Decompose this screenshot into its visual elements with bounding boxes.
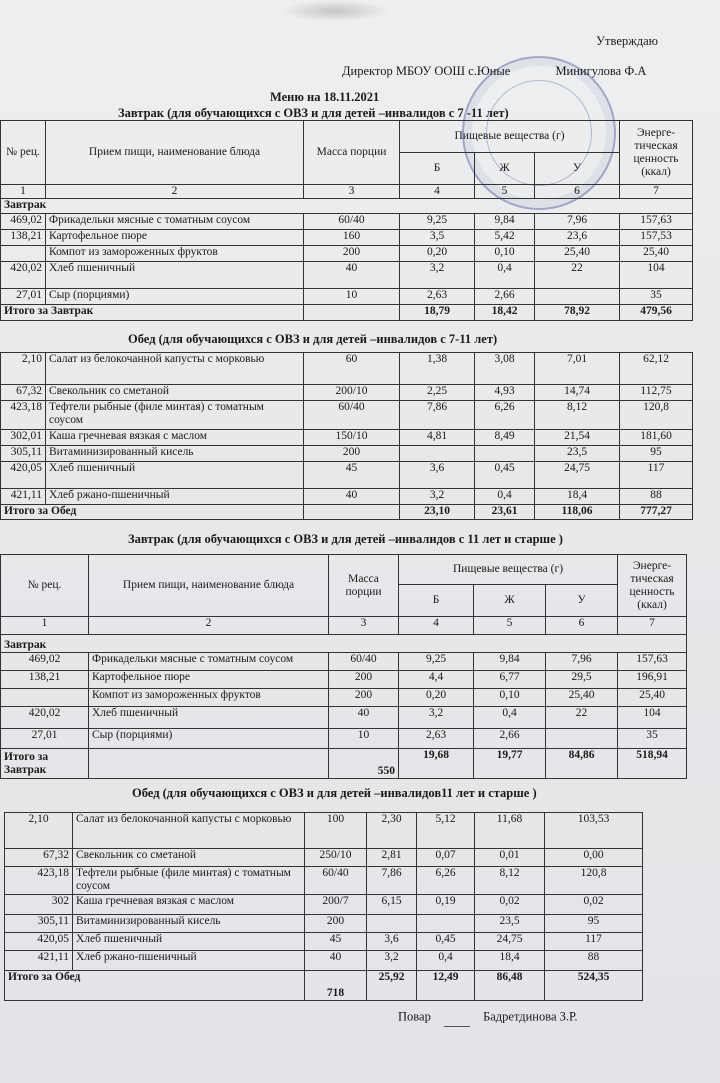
dish-mass: 150/10 bbox=[304, 430, 400, 446]
total-kcal: 479,56 bbox=[620, 305, 693, 321]
dish-b bbox=[400, 446, 475, 462]
director-name: Минигулова Ф.А bbox=[555, 64, 647, 78]
meal-label: Завтрак bbox=[1, 635, 687, 653]
dish-b: 7,86 bbox=[367, 867, 417, 895]
table-row bbox=[1, 671, 687, 689]
total-b: 23,10 bbox=[400, 505, 475, 520]
director-title: Директор МБОУ ООШ с.Юные bbox=[342, 64, 511, 78]
dish-name: Фрикадельки мясные с томатным соусом bbox=[46, 214, 304, 230]
dish-u: 8,12 bbox=[475, 867, 545, 895]
dish-kcal: 117 bbox=[620, 462, 693, 489]
total-spacer bbox=[89, 749, 329, 779]
dish-name: Картофельное пюре bbox=[46, 230, 304, 246]
dish-num: 423,18 bbox=[5, 867, 73, 895]
dish-u: 21,54 bbox=[535, 430, 620, 446]
section-title-breakfast-7-11: Завтрак (для обучающихся с ОВЗ и для детей –инвалидов с 7 -11 лет) bbox=[118, 106, 509, 120]
dish-u: 29,5 bbox=[546, 671, 618, 689]
dish-u: 18,4 bbox=[475, 951, 545, 971]
idx-cell: 1 bbox=[1, 617, 89, 635]
idx-cell: 6 bbox=[535, 185, 620, 199]
table-breakfast-11 bbox=[0, 554, 687, 779]
dish-name: Свекольник со сметаной bbox=[46, 385, 304, 401]
total-mass: 550 bbox=[329, 749, 399, 779]
dish-kcal: 88 bbox=[620, 489, 693, 505]
total-label: Итого за Обед bbox=[1, 505, 304, 520]
column-index-row bbox=[1, 617, 687, 635]
table-row bbox=[1, 246, 693, 262]
idx-cell: 5 bbox=[474, 617, 546, 635]
dish-zh: 0,10 bbox=[475, 246, 535, 262]
dish-zh: 0,4 bbox=[475, 489, 535, 505]
dish-kcal: 196,91 bbox=[618, 671, 687, 689]
dish-b: 2,25 bbox=[400, 385, 475, 401]
dish-zh bbox=[417, 915, 475, 933]
dish-mass: 200 bbox=[304, 446, 400, 462]
dish-b: 0,20 bbox=[399, 689, 474, 707]
dish-b: 7,86 bbox=[400, 401, 475, 430]
dish-name: Каша гречневая вязкая с маслом bbox=[73, 895, 305, 915]
dish-num: 138,21 bbox=[1, 671, 89, 689]
col-zh-header: Ж bbox=[474, 585, 546, 617]
dish-num: 420,02 bbox=[1, 262, 46, 289]
total-label: Итого за Завтрак bbox=[1, 305, 304, 321]
col-u-header: У bbox=[546, 585, 618, 617]
dish-name: Картофельное пюре bbox=[89, 671, 329, 689]
dish-name: Сыр (порциями) bbox=[89, 729, 329, 749]
dish-mass: 40 bbox=[329, 707, 399, 729]
dish-zh: 6,26 bbox=[417, 867, 475, 895]
dish-kcal: 157,63 bbox=[618, 653, 687, 671]
col-energy-header: Энерге-тическая ценность (ккал) bbox=[620, 121, 693, 185]
dish-b: 3,2 bbox=[400, 489, 475, 505]
col-b-header: Б bbox=[399, 585, 474, 617]
dish-zh: 4,93 bbox=[475, 385, 535, 401]
dish-kcal: 181,60 bbox=[620, 430, 693, 446]
table-row bbox=[5, 951, 643, 971]
dish-zh: 2,66 bbox=[474, 729, 546, 749]
dish-u bbox=[546, 729, 618, 749]
col-u-header: У bbox=[535, 153, 620, 185]
table-row bbox=[5, 915, 643, 933]
total-zh: 18,42 bbox=[475, 305, 535, 321]
total-label: Итого за Обед bbox=[5, 971, 305, 1001]
dish-mass: 60/40 bbox=[329, 653, 399, 671]
dish-u: 11,68 bbox=[475, 813, 545, 849]
section-title-lunch-11: Обед (для обучающихся с ОВЗ и для детей –инвалидов11 лет и старше ) bbox=[132, 786, 537, 800]
dish-u: 7,96 bbox=[546, 653, 618, 671]
idx-cell: 1 bbox=[1, 185, 46, 199]
dish-b: 3,6 bbox=[367, 933, 417, 951]
dish-name: Тефтели рыбные (филе минтая) с томатным соусом bbox=[73, 867, 305, 895]
dish-zh: 6,77 bbox=[474, 671, 546, 689]
dish-mass: 40 bbox=[305, 951, 367, 971]
dish-num: 2,10 bbox=[1, 353, 46, 385]
dish-kcal: 95 bbox=[620, 446, 693, 462]
idx-cell: 7 bbox=[618, 617, 687, 635]
dish-zh: 0,4 bbox=[474, 707, 546, 729]
dish-num: 305,11 bbox=[5, 915, 73, 933]
dish-kcal: 157,63 bbox=[620, 214, 693, 230]
dish-b bbox=[367, 915, 417, 933]
dish-u: 24,75 bbox=[475, 933, 545, 951]
director-line bbox=[342, 64, 646, 79]
dish-zh: 3,08 bbox=[475, 353, 535, 385]
dish-mass: 100 bbox=[305, 813, 367, 849]
dish-num: 138,21 bbox=[1, 230, 46, 246]
table-row bbox=[1, 262, 693, 289]
dish-name: Хлеб пшеничный bbox=[89, 707, 329, 729]
total-zh: 19,77 bbox=[474, 749, 546, 779]
dish-name: Салат из белокочанной капусты с морковью bbox=[73, 813, 305, 849]
dish-zh: 0,4 bbox=[475, 262, 535, 289]
table-row bbox=[5, 933, 643, 951]
dish-num: 67,32 bbox=[1, 385, 46, 401]
total-label: Итого за Завтрак bbox=[1, 749, 89, 779]
dish-kcal: 117 bbox=[545, 933, 643, 951]
col-b-header: Б bbox=[400, 153, 475, 185]
total-kcal: 524,35 bbox=[545, 971, 643, 1001]
col-mass-header: Масса порции bbox=[329, 555, 399, 617]
col-name-header: Прием пищи, наименование блюда bbox=[46, 121, 304, 185]
total-kcal: 777,27 bbox=[620, 505, 693, 520]
dish-mass: 10 bbox=[329, 729, 399, 749]
total-u: 86,48 bbox=[475, 971, 545, 1001]
dish-mass: 60/40 bbox=[305, 867, 367, 895]
dish-kcal: 62,12 bbox=[620, 353, 693, 385]
table-row bbox=[1, 462, 693, 489]
dish-b: 9,25 bbox=[399, 653, 474, 671]
dish-mass: 200 bbox=[329, 671, 399, 689]
dish-u: 24,75 bbox=[535, 462, 620, 489]
dish-num: 305,11 bbox=[1, 446, 46, 462]
table-row bbox=[1, 653, 687, 671]
dish-name: Фрикадельки мясные с томатным соусом bbox=[89, 653, 329, 671]
dish-u: 25,40 bbox=[546, 689, 618, 707]
dish-b: 3,6 bbox=[400, 462, 475, 489]
table-row bbox=[1, 230, 693, 246]
dish-kcal: 25,40 bbox=[618, 689, 687, 707]
dish-name: Витаминизированный кисель bbox=[46, 446, 304, 462]
dish-num: 302 bbox=[5, 895, 73, 915]
dish-num: 67,32 bbox=[5, 849, 73, 867]
dish-mass: 200/10 bbox=[304, 385, 400, 401]
dish-name: Хлеб пшеничный bbox=[46, 462, 304, 489]
dish-u: 22 bbox=[546, 707, 618, 729]
total-b: 18,79 bbox=[400, 305, 475, 321]
dish-name: Компот из замороженных фруктов bbox=[46, 246, 304, 262]
dish-b: 1,38 bbox=[400, 353, 475, 385]
section-title-lunch-7-11: Обед (для обучающихся с ОВЗ и для детей –инвалидов с 7-11 лет) bbox=[128, 332, 498, 346]
total-b: 25,92 bbox=[367, 971, 417, 1001]
table-row bbox=[5, 867, 643, 895]
column-index-row bbox=[1, 185, 693, 199]
menu-date: Меню на 18.11.2021 bbox=[270, 90, 380, 104]
dish-name: Хлеб ржано-пшеничный bbox=[73, 951, 305, 971]
total-kcal: 518,94 bbox=[618, 749, 687, 779]
dish-zh: 9,84 bbox=[474, 653, 546, 671]
dish-u: 25,40 bbox=[535, 246, 620, 262]
table-row bbox=[1, 353, 693, 385]
dish-b: 4,81 bbox=[400, 430, 475, 446]
dish-u: 0,01 bbox=[475, 849, 545, 867]
dish-num: 420,02 bbox=[1, 707, 89, 729]
idx-cell: 2 bbox=[46, 185, 304, 199]
idx-cell: 2 bbox=[89, 617, 329, 635]
dish-mass: 60/40 bbox=[304, 214, 400, 230]
dish-mass: 40 bbox=[304, 489, 400, 505]
col-num-header: № рец. bbox=[1, 121, 46, 185]
dish-kcal: 35 bbox=[618, 729, 687, 749]
dish-u: 23,6 bbox=[535, 230, 620, 246]
dish-zh: 0,45 bbox=[475, 462, 535, 489]
table-row bbox=[5, 895, 643, 915]
dish-zh: 5,42 bbox=[475, 230, 535, 246]
dish-kcal: 88 bbox=[545, 951, 643, 971]
table-row bbox=[1, 401, 693, 430]
total-zh: 12,49 bbox=[417, 971, 475, 1001]
table-row bbox=[1, 489, 693, 505]
dish-kcal: 120,8 bbox=[545, 867, 643, 895]
total-row bbox=[1, 505, 693, 520]
total-row bbox=[1, 305, 693, 321]
col-nutrients-header: Пищевые вещества (г) bbox=[400, 121, 620, 153]
dish-b: 2,81 bbox=[367, 849, 417, 867]
dish-b: 3,2 bbox=[367, 951, 417, 971]
total-u: 78,92 bbox=[535, 305, 620, 321]
dish-b: 0,20 bbox=[400, 246, 475, 262]
dish-name: Витаминизированный кисель bbox=[73, 915, 305, 933]
dish-mass: 60 bbox=[304, 353, 400, 385]
dish-mass: 250/10 bbox=[305, 849, 367, 867]
table-row bbox=[1, 707, 687, 729]
dish-num: 421,11 bbox=[1, 489, 46, 505]
dish-b: 2,63 bbox=[399, 729, 474, 749]
dish-u: 18,4 bbox=[535, 489, 620, 505]
col-nutrients-header: Пищевые вещества (г) bbox=[399, 555, 618, 585]
approve-label: Утверждаю bbox=[596, 34, 658, 48]
dish-num: 469,02 bbox=[1, 653, 89, 671]
idx-cell: 4 bbox=[400, 185, 475, 199]
total-mass bbox=[304, 505, 400, 520]
dish-b: 3,5 bbox=[400, 230, 475, 246]
dish-kcal: 35 bbox=[620, 289, 693, 305]
dish-mass: 160 bbox=[304, 230, 400, 246]
dish-kcal: 104 bbox=[618, 707, 687, 729]
signature-mark bbox=[444, 1008, 470, 1027]
dish-name: Тефтели рыбные (филе минтая) с томатным соусом bbox=[46, 401, 304, 430]
dish-mass: 200 bbox=[304, 246, 400, 262]
dish-name: Хлеб пшеничный bbox=[46, 262, 304, 289]
idx-cell: 3 bbox=[329, 617, 399, 635]
dish-u: 0,02 bbox=[475, 895, 545, 915]
dish-kcal: 104 bbox=[620, 262, 693, 289]
dish-num bbox=[1, 246, 46, 262]
table-row bbox=[1, 689, 687, 707]
total-mass bbox=[304, 305, 400, 321]
cook-label: Повар bbox=[398, 1009, 431, 1024]
dish-u: 14,74 bbox=[535, 385, 620, 401]
dish-kcal: 0,02 bbox=[545, 895, 643, 915]
idx-cell: 5 bbox=[475, 185, 535, 199]
dish-zh: 2,66 bbox=[475, 289, 535, 305]
dish-b: 9,25 bbox=[400, 214, 475, 230]
table-row bbox=[1, 729, 687, 749]
idx-cell: 3 bbox=[304, 185, 400, 199]
cook-signature-line bbox=[398, 1008, 578, 1027]
stamp-smudge bbox=[280, 0, 390, 22]
dish-b: 6,15 bbox=[367, 895, 417, 915]
dish-mass: 40 bbox=[304, 262, 400, 289]
dish-zh: 6,26 bbox=[475, 401, 535, 430]
idx-cell: 4 bbox=[399, 617, 474, 635]
dish-num: 2,10 bbox=[5, 813, 73, 849]
total-u: 84,86 bbox=[546, 749, 618, 779]
dish-kcal: 112,75 bbox=[620, 385, 693, 401]
dish-num: 27,01 bbox=[1, 289, 46, 305]
dish-num: 420,05 bbox=[5, 933, 73, 951]
dish-u bbox=[535, 289, 620, 305]
dish-b: 2,63 bbox=[400, 289, 475, 305]
dish-name: Хлеб ржано-пшеничный bbox=[46, 489, 304, 505]
table-row bbox=[1, 430, 693, 446]
total-zh: 23,61 bbox=[475, 505, 535, 520]
dish-mass: 200/7 bbox=[305, 895, 367, 915]
idx-cell: 6 bbox=[546, 617, 618, 635]
dish-num: 302,01 bbox=[1, 430, 46, 446]
dish-zh: 0,19 bbox=[417, 895, 475, 915]
dish-num bbox=[1, 689, 89, 707]
dish-zh: 0,10 bbox=[474, 689, 546, 707]
table-row bbox=[1, 289, 693, 305]
cook-name: Бадретдинова З.Р. bbox=[483, 1009, 578, 1024]
dish-mass: 200 bbox=[329, 689, 399, 707]
dish-u: 23,5 bbox=[535, 446, 620, 462]
dish-name: Свекольник со сметаной bbox=[73, 849, 305, 867]
dish-mass: 10 bbox=[304, 289, 400, 305]
col-mass-header: Масса порции bbox=[304, 121, 400, 185]
dish-zh bbox=[475, 446, 535, 462]
dish-b: 2,30 bbox=[367, 813, 417, 849]
section-title-breakfast-11: Завтрак (для обучающихся с ОВЗ и для детей –инвалидов с 11 лет и старше ) bbox=[128, 532, 563, 546]
dish-name: Сыр (порциями) bbox=[46, 289, 304, 305]
dish-name: Компот из замороженных фруктов bbox=[89, 689, 329, 707]
dish-zh: 0,45 bbox=[417, 933, 475, 951]
total-u: 118,06 bbox=[535, 505, 620, 520]
table-row bbox=[5, 813, 643, 849]
dish-name: Каша гречневая вязкая с маслом bbox=[46, 430, 304, 446]
dish-u: 7,01 bbox=[535, 353, 620, 385]
dish-num: 423,18 bbox=[1, 401, 46, 430]
dish-name: Хлеб пшеничный bbox=[73, 933, 305, 951]
table-breakfast-7-11 bbox=[0, 120, 693, 321]
dish-kcal: 157,53 bbox=[620, 230, 693, 246]
dish-zh: 5,12 bbox=[417, 813, 475, 849]
dish-name: Салат из белокочанной капусты с морковью bbox=[46, 353, 304, 385]
dish-num: 469,02 bbox=[1, 214, 46, 230]
idx-cell: 7 bbox=[620, 185, 693, 199]
dish-num: 421,11 bbox=[5, 951, 73, 971]
table-row bbox=[1, 214, 693, 230]
dish-kcal: 120,8 bbox=[620, 401, 693, 430]
dish-mass: 60/40 bbox=[304, 401, 400, 430]
col-zh-header: Ж bbox=[475, 153, 535, 185]
dish-num: 27,01 bbox=[1, 729, 89, 749]
col-name-header: Прием пищи, наименование блюда bbox=[89, 555, 329, 617]
table-row bbox=[1, 385, 693, 401]
dish-zh: 9,84 bbox=[475, 214, 535, 230]
dish-b: 3,2 bbox=[400, 262, 475, 289]
dish-mass: 200 bbox=[305, 915, 367, 933]
dish-zh: 0,07 bbox=[417, 849, 475, 867]
dish-zh: 8,49 bbox=[475, 430, 535, 446]
dish-b: 3,2 bbox=[399, 707, 474, 729]
total-mass: 718 bbox=[305, 971, 367, 1001]
table-row bbox=[5, 849, 643, 867]
dish-mass: 45 bbox=[304, 462, 400, 489]
dish-u: 23,5 bbox=[475, 915, 545, 933]
dish-zh: 0,4 bbox=[417, 951, 475, 971]
dish-b: 4,4 bbox=[399, 671, 474, 689]
dish-kcal: 0,00 bbox=[545, 849, 643, 867]
dish-u: 22 bbox=[535, 262, 620, 289]
dish-u: 8,12 bbox=[535, 401, 620, 430]
total-b: 19,68 bbox=[399, 749, 474, 779]
dish-kcal: 25,40 bbox=[620, 246, 693, 262]
meal-label: Завтрак bbox=[1, 199, 693, 214]
dish-num: 420,05 bbox=[1, 462, 46, 489]
table-lunch-11 bbox=[4, 812, 643, 1001]
dish-kcal: 95 bbox=[545, 915, 643, 933]
dish-u: 7,96 bbox=[535, 214, 620, 230]
col-energy-header: Энерге-тическая ценность (ккал) bbox=[618, 555, 687, 617]
total-row bbox=[5, 971, 643, 1001]
total-row bbox=[1, 749, 687, 779]
table-row bbox=[1, 446, 693, 462]
dish-kcal: 103,53 bbox=[545, 813, 643, 849]
dish-mass: 45 bbox=[305, 933, 367, 951]
col-num-header: № рец. bbox=[1, 555, 89, 617]
table-lunch-7-11 bbox=[0, 352, 693, 520]
